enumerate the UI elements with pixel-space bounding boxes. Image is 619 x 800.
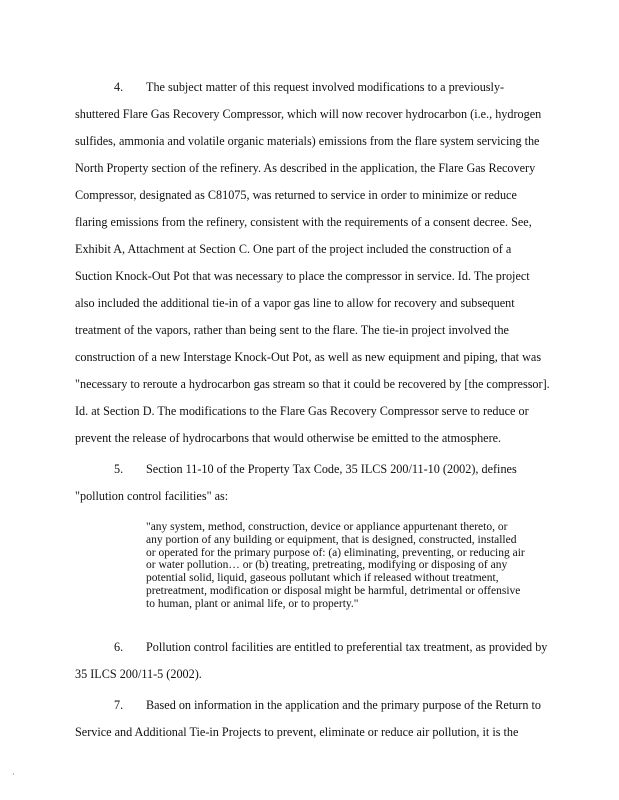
quote-line: or operated for the primary purpose of: (a) eliminating, preventing, or reducing air — [146, 546, 525, 559]
paragraph-line: flaring emissions from the refinery, consistent with the requirements of a consent decree. See, — [75, 215, 532, 229]
paragraph-line: "pollution control facilities" as: — [75, 489, 229, 503]
quote-line: "any system, method, construction, device or appliance appurtenant thereto, or — [146, 521, 508, 533]
paragraph-line: Based on information in the application and the primary purpose of the Return to — [146, 698, 541, 712]
paragraph-line: Compressor, designated as C81075, was returned to service in order to minimize or reduce — [75, 188, 517, 202]
paragraph-line: sulfides, ammonia and volatile organic materials) emissions from the flare system servicing the — [75, 134, 540, 148]
paragraph-line: The subject matter of this request involved modifications to a previously- — [146, 80, 505, 94]
quote-line: potential solid, liquid, gaseous pollutant which if released without treatment, — [146, 572, 499, 585]
paragraph-line: prevent the release of hydrocarbons that would otherwise be emitted to the atmosphere. — [75, 431, 502, 445]
quote-line: pretreatment, modification or disposal might be harmful, detrimental or offensive — [146, 584, 521, 597]
paragraph-line: 35 ILCS 200/11-5 (2002). — [75, 667, 202, 681]
block-quote — [146, 521, 550, 611]
paragraph-number: 4. — [114, 80, 124, 94]
paragraph-line: Id. at Section D. The modifications to the Flare Gas Recovery Compressor serve to reduce or — [75, 404, 529, 418]
paragraph-line: Suction Knock-Out Pot that was necessary to place the compressor in service. Id. The project — [75, 269, 530, 283]
quote-line: or water pollution… or (b) treating, pretreating, modifying or disposing of any — [146, 559, 508, 572]
paragraph-number: 6. — [114, 640, 124, 654]
paragraph-line: treatment of the vapors, rather than being sent to the flare. The tie-in project involved the — [75, 323, 509, 337]
paragraph-line: "necessary to reroute a hydrocarbon gas stream so that it could be recovered by [the compressor]. — [75, 377, 550, 391]
paragraph-number: 5. — [114, 462, 124, 476]
paragraph-line: construction of a new Interstage Knock-Out Pot, as well as new equipment and piping, that was — [75, 350, 542, 364]
paragraph-line: Exhibit A, Attachment at Section C. One part of the project included the construction of a — [75, 242, 512, 256]
quote-line: to human, plant or animal life, or to property." — [146, 597, 359, 610]
paragraph-line: also included the additional tie-in of a vapor gas line to allow for recovery and subsequent — [75, 296, 515, 310]
quote-line: any portion of any building or equipment, that is designed, constructed, installed — [146, 533, 517, 546]
paragraph-line: Pollution control facilities are entitled to preferential tax treatment, as provided by — [146, 640, 548, 654]
paragraph-number: 7. — [114, 698, 124, 712]
scan-speck: · — [12, 770, 15, 779]
paragraph-line: Section 11-10 of the Property Tax Code, 35 ILCS 200/11-10 (2002), defines — [146, 462, 517, 476]
paragraph-line: shuttered Flare Gas Recovery Compressor, which will now recover hydrocarbon (i.e., hydrogen — [75, 107, 542, 121]
paragraph-line: North Property section of the refinery. As described in the application, the Flare Gas Recovery — [75, 161, 536, 175]
paragraph-line: Service and Additional Tie-in Projects to prevent, eliminate or reduce air pollution, it is the — [75, 725, 519, 739]
